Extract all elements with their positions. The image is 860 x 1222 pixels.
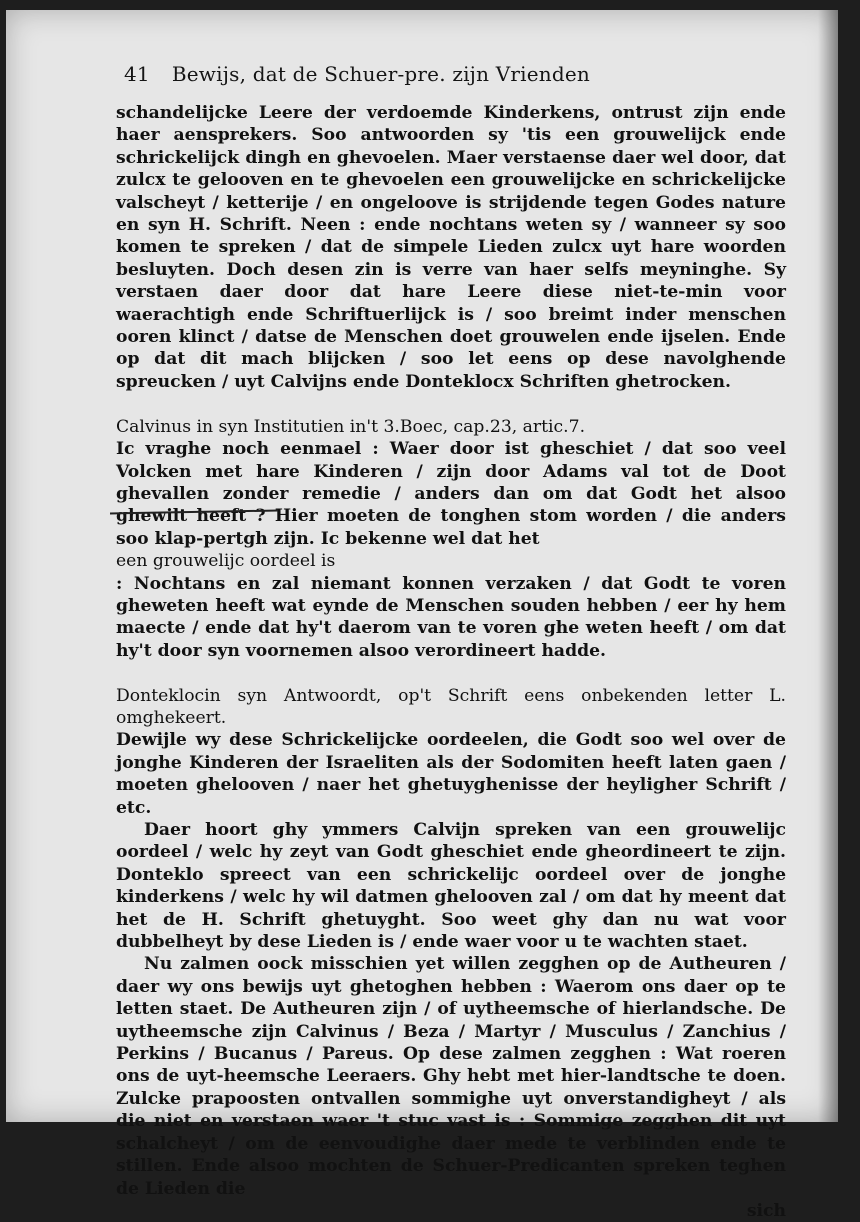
running-title: Bewijs, dat de Schuer-pre. zijn Vrienden [171, 62, 590, 86]
quote-calvinus-continued: : Nochtans en zal niemant konnen verzaken / dat Godt te voren gheweten heeft wat eynde de Menschen souden hebben / eer hy hem maecte / ende dat hy't daerom van te voren ghe weten heeft / om dat hy't door syn voornemen alsoo verordineert hadde. [116, 573, 786, 661]
paragraph-2 [116, 393, 786, 662]
paragraph-3 [116, 662, 786, 819]
paragraph-4: Daer hoort ghy ymmers Calvijn spreken van een grouwelijc oordeel / welc hy zeyt van Godt gheschiet ende gheordineert te zijn. Donteklo spreect van een schrickelijc oordeel over de jonghe kinderkens / welc hy wil datmen ghelooven zal / om dat hy meent dat het de H. Schrift ghetuyght. Soo weet ghy dan nu wat voor dubbelheyt by dese Lieden is / ende waer voor u te wachten staet. [116, 820, 786, 953]
running-header [124, 62, 694, 86]
citation-calvinus: Calvinus in syn Institutien in't 3.Boec, cap.23, artic.7. [116, 416, 586, 437]
page-number: 41 [124, 62, 150, 86]
book-page [6, 10, 838, 1221]
citation-donteklock: Donteklocin syn Antwoordt, op't Schrift eens onbekenden letter L. omghekeert. [116, 685, 786, 728]
paragraph-5: Nu zalmen oock misschien yet willen zegghen op de Autheuren / daer wy ons bewijs uyt ghetoghen hebben : Waerom ons daer op te letten staet. De Autheuren zijn / of uytheemsche of hierlandsche. De uytheemsche zijn Calvinus / Beza / Martyr / Musculus / Zanchius / Perkins / Bucanus / Pareus. Op dese zalmen zegghen : Wat roeren ons de uyt-heemsche Leeraers. Ghy hebt met hier-landtsche te doen. Zulcke prapoosten ontvallen sommighe uyt onverstandigheyt / als die niet en verstaen waer 't stuc vast is : Sommige zegghen dit uyt schalcheyt / om de eenvoudighe daer mede te verblinden ende te stillen. Ende alsoo mochten de Schuer-Predicanten spreken teghen de Lieden die [116, 954, 786, 1199]
quote-underlined-phrase: een grouwelijc oordeel is [116, 551, 336, 572]
quote-donteklock: Dewijle wy dese Schrickelijcke oordeelen, die Godt soo wel over de jonghe Kinderen der Israeliten als der Sodomiten heeft laten gaen / moeten ghelooven / naer het ghetuyghenisse der heyligher Schrift / etc. [116, 730, 786, 818]
paragraph-1: schandelijcke Leere der verdoemde Kinderkens, ontrust zijn ende haer aensprekers. Soo antwoorden sy 'tis een grouwelijck ende schrickelijck dingh en ghevoelen. Maer verstaense daer wel door, dat zulcx te gelooven en te ghevoelen een grouwelijcke en schrickelijcke valscheyt / ketterije / en ongeloove is strijdende tegen Godes nature en syn H. Schrift. Neen : ende nochtans weten sy / wanneer sy soo komen te spreken / dat de simpele Lieden zulcx uyt hare woorden besluyten. Doch desen zin is verre van haer selfs meyninghe. Sy verstaen daer door dat hare Leere diese niet-te-min voor waerachtigh ende Schriftuerlijck is / soo breimt inder menschen ooren klinct / datse de Menschen doet grouwelen ende ijselen. Ende op dat dit mach blijcken / soo let eens op dese navolghende spreucken / uyt Calvijns ende Donteklocx Schriften ghetrocken. [116, 103, 786, 392]
page-body [116, 102, 786, 1222]
catchword: sich [746, 1200, 786, 1221]
page-edge-shadow [818, 10, 838, 1122]
quote-calvinus: Ic vraghe noch eenmael : Waer door ist gheschiet / dat soo veel Volcken met hare Kinderen / zijn door Adams val tot de Doot ghevallen zonder remedie / anders dan om dat Godt het alsoo ghewilt heeft ? Hier moeten de tonghen stom worden / die anders soo klap-pertgh zijn. Ic bekenne wel dat het [116, 439, 786, 549]
